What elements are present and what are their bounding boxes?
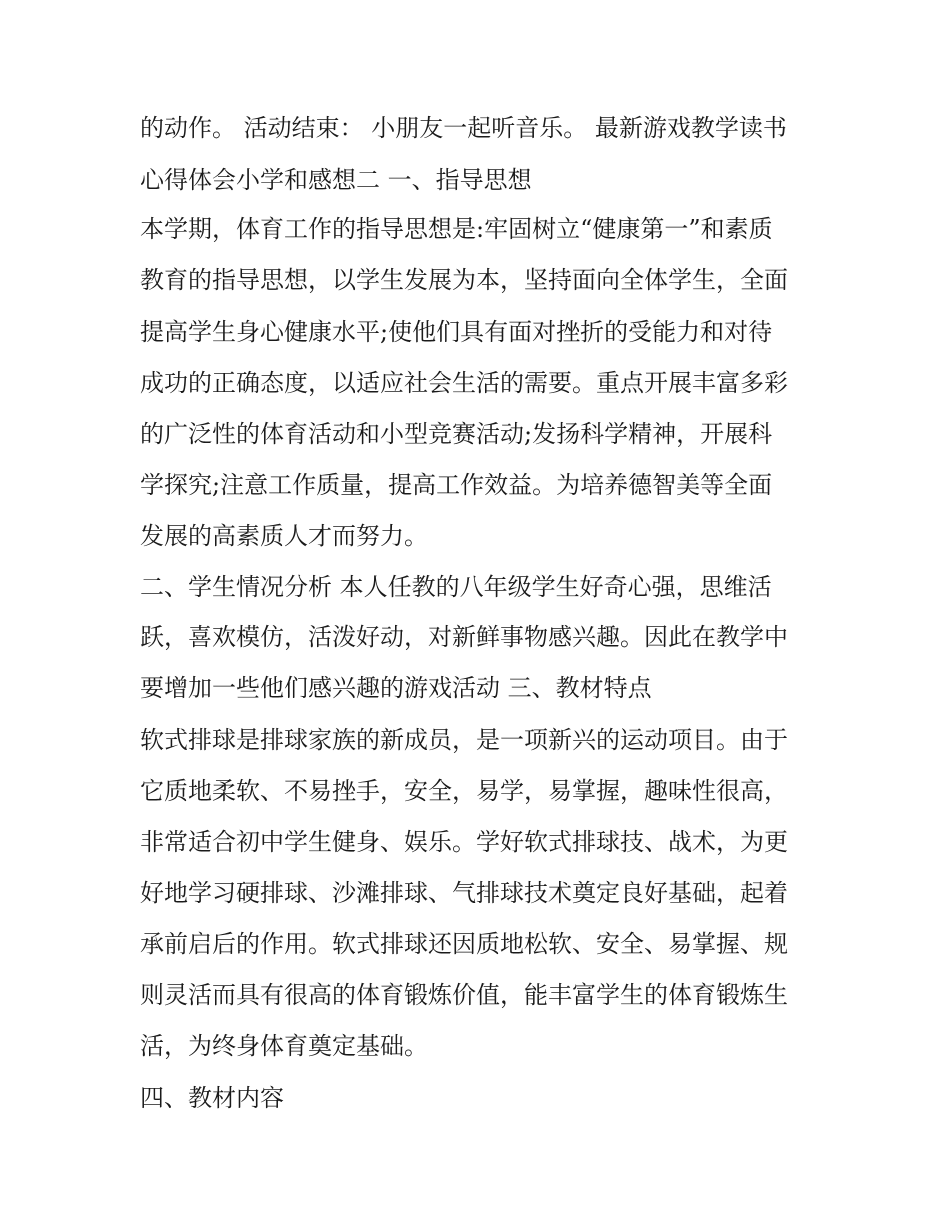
text-line: 的动作。 活动结束： 小朋友一起听音乐。 最新游戏教学读书 <box>140 114 787 142</box>
text-line: 承前启后的作用。软式排球还因质地松软、安全、易掌握、规 <box>140 930 788 958</box>
text-line: 活，为终身体育奠定基础。 <box>140 1032 428 1060</box>
text-line: 本学期，体育工作的指导思想是:牢固树立“健康第一”和素质 <box>140 215 773 243</box>
text-line: 它质地柔软、不易挫手，安全，易学，易掌握，趣味性很高， <box>140 777 788 805</box>
text-line: 提高学生身心健康水平;使他们具有面对挫折的受能力和对待 <box>140 318 773 346</box>
text-line: 成功的正确态度，以适应社会生活的需要。重点开展丰富多彩 <box>140 369 788 397</box>
text-line: 好地学习硬排球、沙滩排球、气排球技术奠定良好基础，起着 <box>140 879 788 907</box>
text-line: 非常适合初中学生健身、娱乐。学好软式排球技、战术，为更 <box>140 828 788 856</box>
text-line: 心得体会小学和感想二 一、指导思想 <box>140 166 532 194</box>
text-line: 二、学生情况分析 本人任教的八年级学生好奇心强，思维活 <box>140 573 772 601</box>
text-line: 教育的指导思想，以学生发展为本，坚持面向全体学生，全面 <box>140 266 788 294</box>
text-line: 的广泛性的体育活动和小型竞赛活动;发扬科学精神，开展科 <box>140 420 773 448</box>
text-line: 软式排球是排球家族的新成员，是一项新兴的运动项目。由于 <box>140 726 788 754</box>
text-line: 跃，喜欢模仿，活泼好动，对新鲜事物感兴趣。因此在教学中 <box>140 623 788 651</box>
section-heading: 四、教材内容 <box>140 1084 284 1112</box>
text-line: 要增加一些他们感兴趣的游戏活动 三、教材特点 <box>140 674 652 702</box>
text-line: 则灵活而具有很高的体育锻炼价值，能丰富学生的体育锻炼生 <box>140 981 788 1009</box>
text-line: 发展的高素质人才而努力。 <box>140 522 428 550</box>
text-line: 学探究;注意工作质量，提高工作效益。为培养德智美等全面 <box>140 471 773 499</box>
